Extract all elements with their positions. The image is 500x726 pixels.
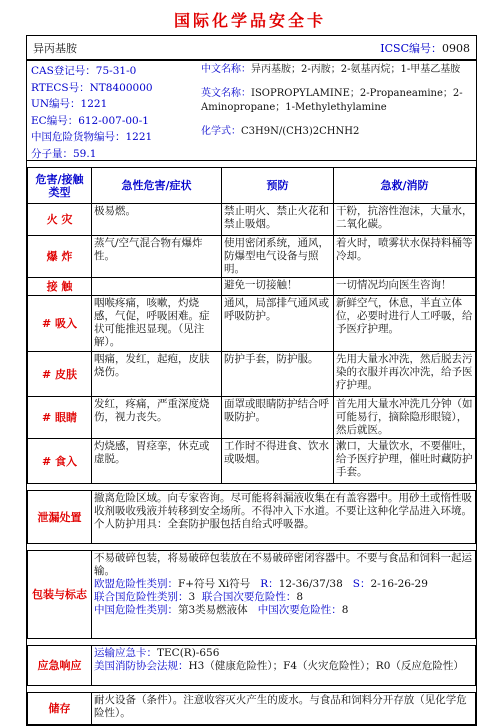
identifiers: [27, 61, 476, 161]
leak-section: 泄漏处置 撤离危险区域。向专家咨询。尽可能将斜漏液收集在有盖容器中。用砂土或惰性吸收剂吸收残液并转移到安全场所。不得冲入下水道。不要让这种化学品进入环境。个人防护用具：全套防护服包括自给式呼吸器。: [27, 490, 476, 544]
hazard-table: [27, 167, 476, 484]
table-row: 火 灾 极易燃。 禁止明火、禁止火花和禁止吸烟。 干粉，抗溶性泡沫，大量水，二氧化碳。: [28, 204, 476, 236]
emergency-section: 应急响应 运输应急卡：TEC(R)-656 美国消防协会法规：H3（健康危险性）；F4（火灾危险性）；R0（反应危险性）: [27, 645, 476, 686]
table-row: # 眼睛 发红，疼痛，严重深度烧伤，视力丧失。 面罩或眼睛防护结合呼吸防护。 首先用大量水冲洗几分钟（如可能易行，摘除隐形眼镜），然后就医。: [28, 397, 476, 439]
formula: 化学式：C3H9N/(CH3)2CHNH2: [201, 126, 360, 137]
col-header-type: 危害/接触类型: [28, 168, 92, 204]
cn-danger-number: 中国危险货物编号：1221: [31, 131, 153, 143]
chemical-name: 异丙基胺: [33, 41, 77, 55]
col-header-symptoms: 急性危害/症状: [92, 168, 222, 204]
id-left: [27, 61, 197, 160]
table-row: 接 触 避免一切接触！ 一切情况均向医生咨询！: [28, 278, 476, 296]
col-header-prevention: 预防: [222, 168, 334, 204]
ec-number: EC编号：612-007-00-1: [31, 114, 149, 127]
card-title: 国际化学品安全卡: [173, 11, 326, 30]
cas-number: CAS登记号：75-31-0: [31, 65, 137, 77]
package-section: 包装与标志 不易破碎包装，将易破碎包装放在不易破碎密闭容器中。不要与食品和饲料一起运输。 欧盟危险性类别：F+符号 Xi符号 R：12-36/37/38 S：2-16-26-29 联合国危险性类别：3 联合国次要危险性：8 中国危险性类别：第3类易燃液体 中国次要危险性：8: [27, 550, 476, 639]
icsc-code: ICSC编号：0908: [380, 41, 470, 55]
table-row: # 皮肤 咽痛，发红，起疱，皮肤烧伤。 防护手套，防护服。 先用大量水冲洗，然后脱去污染的衣服并再次冲洗，给予医疗护理。: [28, 352, 476, 397]
rtecs-number: RTECS号：NT8400000: [31, 81, 153, 94]
un-number: UN编号：1221: [31, 98, 108, 110]
molecular-weight: 分子量：59.1: [31, 147, 97, 160]
safety-card: [26, 35, 477, 726]
table-row: # 食入 灼烧感，胃痉挛，休克或虚脱。 工作时不得进食、饮水或吸烟。 漱口，大量饮水，不要催吐，给予医疗护理，催吐时藏防护手套。: [28, 439, 476, 484]
table-row: 爆 炸 蒸气/空气混合物有爆炸性。 使用密闭系统，通风，防爆型电气设备与照明。 着火时，喷雾状水保持料桶等冷却。: [28, 236, 476, 278]
cn-name: 中文名称：异丙基胺；2-丙胺；2-氨基丙烷；1-甲基乙基胺: [201, 64, 461, 75]
en-name: 英文名称：ISOPROPYLAMINE；2-Propaneamine；2-Aminopropane；1-Methylethylamine: [201, 88, 463, 113]
col-header-firstaid: 急救/消防: [334, 168, 476, 204]
storage-section: 储存 耐火设备（条件）。注意收容灭火产生的废水。与食品和饲料分开存放（见化学危险性）。: [27, 692, 476, 725]
id-right: [197, 61, 476, 160]
table-row: # 吸入 咽喉疼痛，咳嗽，灼烧感，气促，呼吸困难。症状可能推迟显现。（见注解）。 通风，局部排气通风或呼吸防护。 新鲜空气，休息，半直立体位，必要时进行人工呼吸，给予医疗护理。: [28, 296, 476, 352]
card-header: [27, 36, 476, 61]
